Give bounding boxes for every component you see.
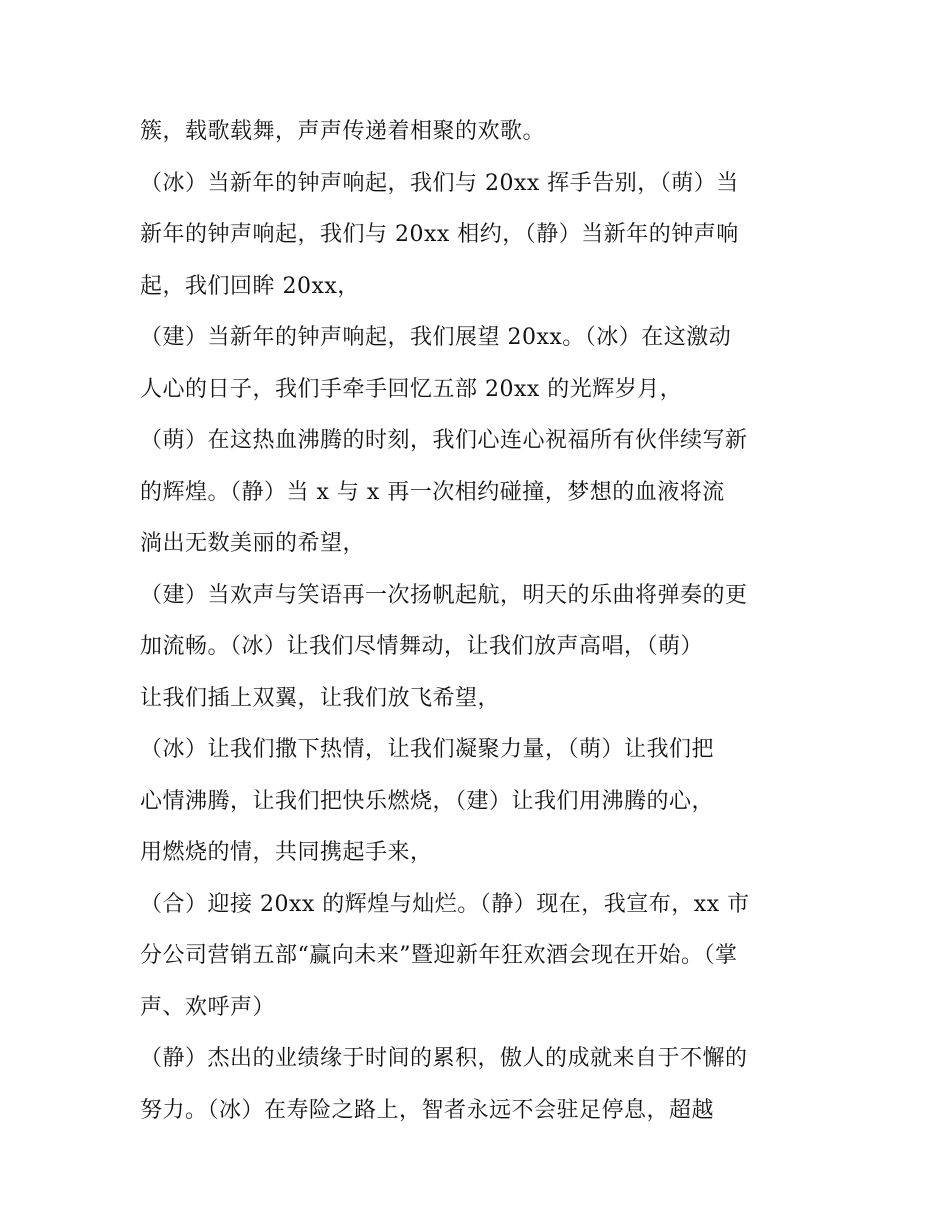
text-line-18: 声、欢呼声） — [140, 994, 276, 1020]
text-line-13: （冰）让我们撒下热情，让我们凝聚力量，（萌）让我们把 — [140, 737, 715, 762]
text-line-3: 新年的钟声响起，我们与 20xx 相约，（静）当新年的钟声响 — [140, 222, 739, 247]
text-line-4: 起，我们回眸 20xx， — [140, 273, 360, 299]
text-line-1: 簇，载歌载舞，声声传递着相聚的欢歌。 — [140, 119, 546, 144]
text-line-15: 用燃烧的情，共同携起手来， — [140, 840, 433, 865]
text-line-14: 心情沸腾，让我们把快乐燃烧，（建）让我们用沸腾的心， — [140, 788, 715, 814]
document-body — [140, 106, 820, 1136]
text-line-5: （建）当新年的钟声响起，我们展望 20xx。（冰）在这激动 — [140, 325, 732, 350]
text-line-16: （合）迎接 20xx 的辉煌与灿烂。（静）现在，我宣布，xx 市 — [140, 891, 750, 917]
text-line-2: （冰）当新年的钟声响起，我们与 20xx 挥手告别，（萌）当 — [140, 170, 739, 196]
text-line-12: 让我们插上双翼，让我们放飞希望， — [140, 685, 501, 711]
text-line-17: 分公司营销五部“赢向未来”暨迎新年狂欢酒会现在开始。（掌 — [140, 943, 738, 968]
text-line-10: （建）当欢声与笑语再一次扬帆起航，明天的乐曲将弹奏的更 — [140, 582, 748, 608]
text-line-9: 淌出无数美丽的希望， — [140, 531, 366, 556]
text-line-20: 努力。（冰）在寿险之路上，智者永远不会驻足停息，超越 — [140, 1097, 715, 1123]
text-line-8: 的辉煌。（静）当 x 与 x 再一次相约碰撞，梦想的血液将流 — [140, 479, 725, 505]
text-line-11: 加流畅。（冰）让我们尽情舞动，让我们放声高唱，（萌） — [140, 634, 704, 659]
text-line-6: 人心的日子，我们手牵手回忆五部 20xx 的光辉岁月， — [140, 376, 683, 402]
text-line-19: （静）杰出的业绩缘于时间的累积，傲人的成就来自于不懈的 — [140, 1046, 748, 1071]
text-line-7: （萌）在这热血沸腾的时刻，我们心连心祝福所有伙伴续写新 — [140, 428, 748, 453]
